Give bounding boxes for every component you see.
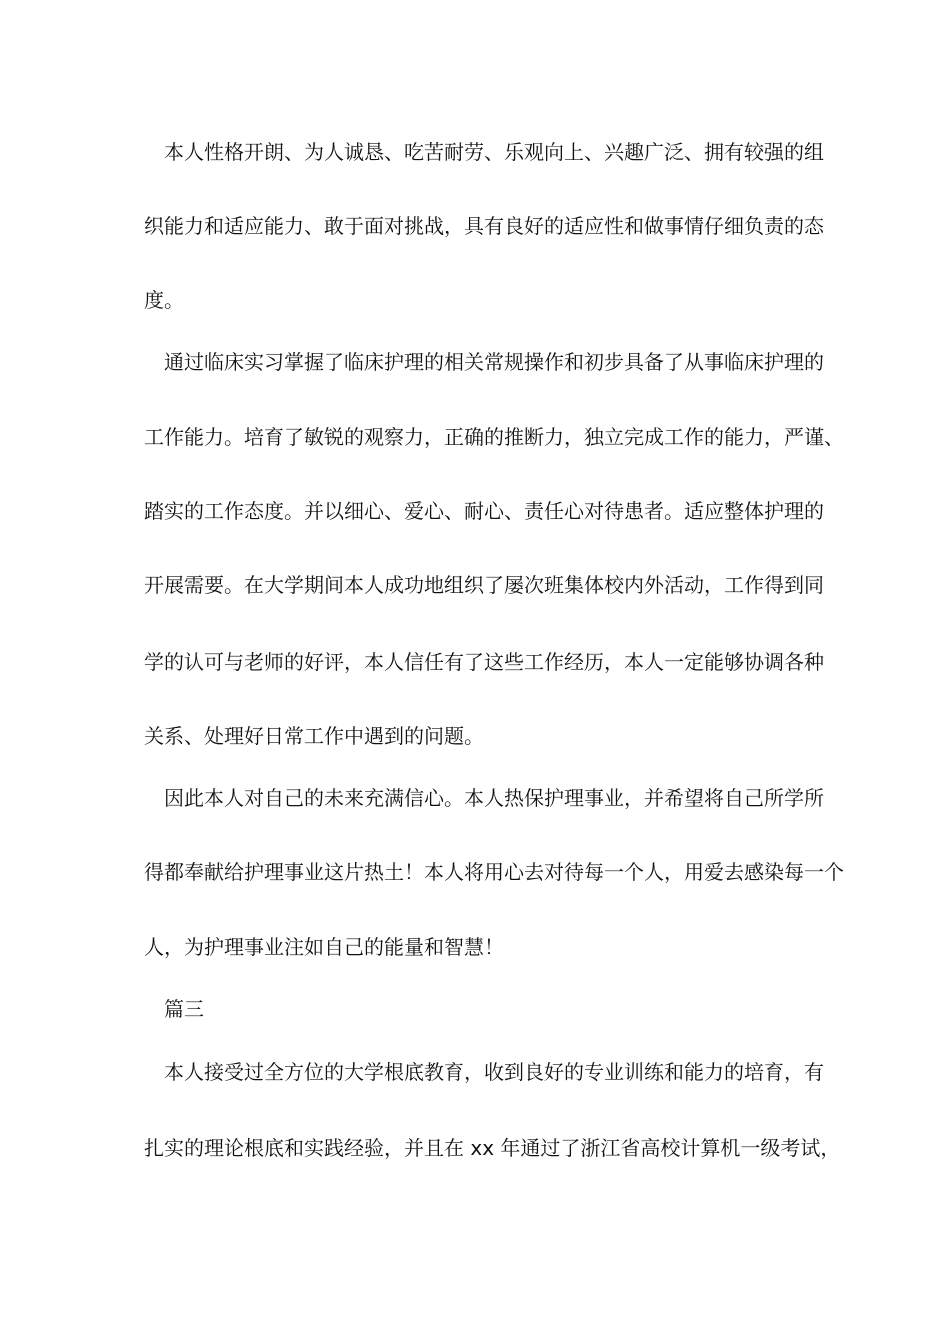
paragraph-3-line-2: 得都奉献给护理事业这片热土！本人将用心去对待每一个人，用爱去感染每一个 — [144, 860, 844, 884]
section-heading: 篇三 — [164, 997, 204, 1021]
paragraph-3-line-3: 人，为护理事业注如自己的能量和智慧！ — [144, 935, 504, 959]
paragraph-4-line-1: 本人接受过全方位的大学根底教育，收到良好的专业训练和能力的培育，有 — [164, 1060, 824, 1084]
paragraph-1-line-2: 织能力和适应能力、敢于面对挑战，具有良好的适应性和做事情仔细负责的态 — [144, 214, 824, 238]
paragraph-2-line-3: 踏实的工作态度。并以细心、爱心、耐心、责任心对待患者。适应整体护理的 — [144, 499, 824, 523]
paragraph-2-line-6: 关系、处理好日常工作中遇到的问题。 — [144, 724, 484, 748]
paragraph-4-line-2: 扎实的理论根底和实践经验，并且在 xx 年通过了浙江省高校计算机一级考试， — [144, 1136, 841, 1160]
paragraph-2-line-1: 通过临床实习掌握了临床护理的相关常规操作和初步具备了从事临床护理的 — [164, 350, 824, 374]
paragraph-1-line-3: 度。 — [144, 288, 184, 312]
paragraph-2-line-2: 工作能力。培育了敏锐的观察力，正确的推断力，独立完成工作的能力，严谨、 — [144, 425, 844, 449]
paragraph-3-line-1: 因此本人对自己的未来充满信心。本人热保护理事业，并希望将自己所学所 — [164, 786, 824, 810]
paragraph-2-line-4: 开展需要。在大学期间本人成功地组织了屡次班集体校内外活动，工作得到同 — [144, 573, 824, 597]
paragraph-1-line-1: 本人性格开朗、为人诚恳、吃苦耐劳、乐观向上、兴趣广泛、拥有较强的组 — [164, 140, 824, 164]
paragraph-2-line-5: 学的认可与老师的好评，本人信任有了这些工作经历，本人一定能够协调各种 — [144, 650, 824, 674]
